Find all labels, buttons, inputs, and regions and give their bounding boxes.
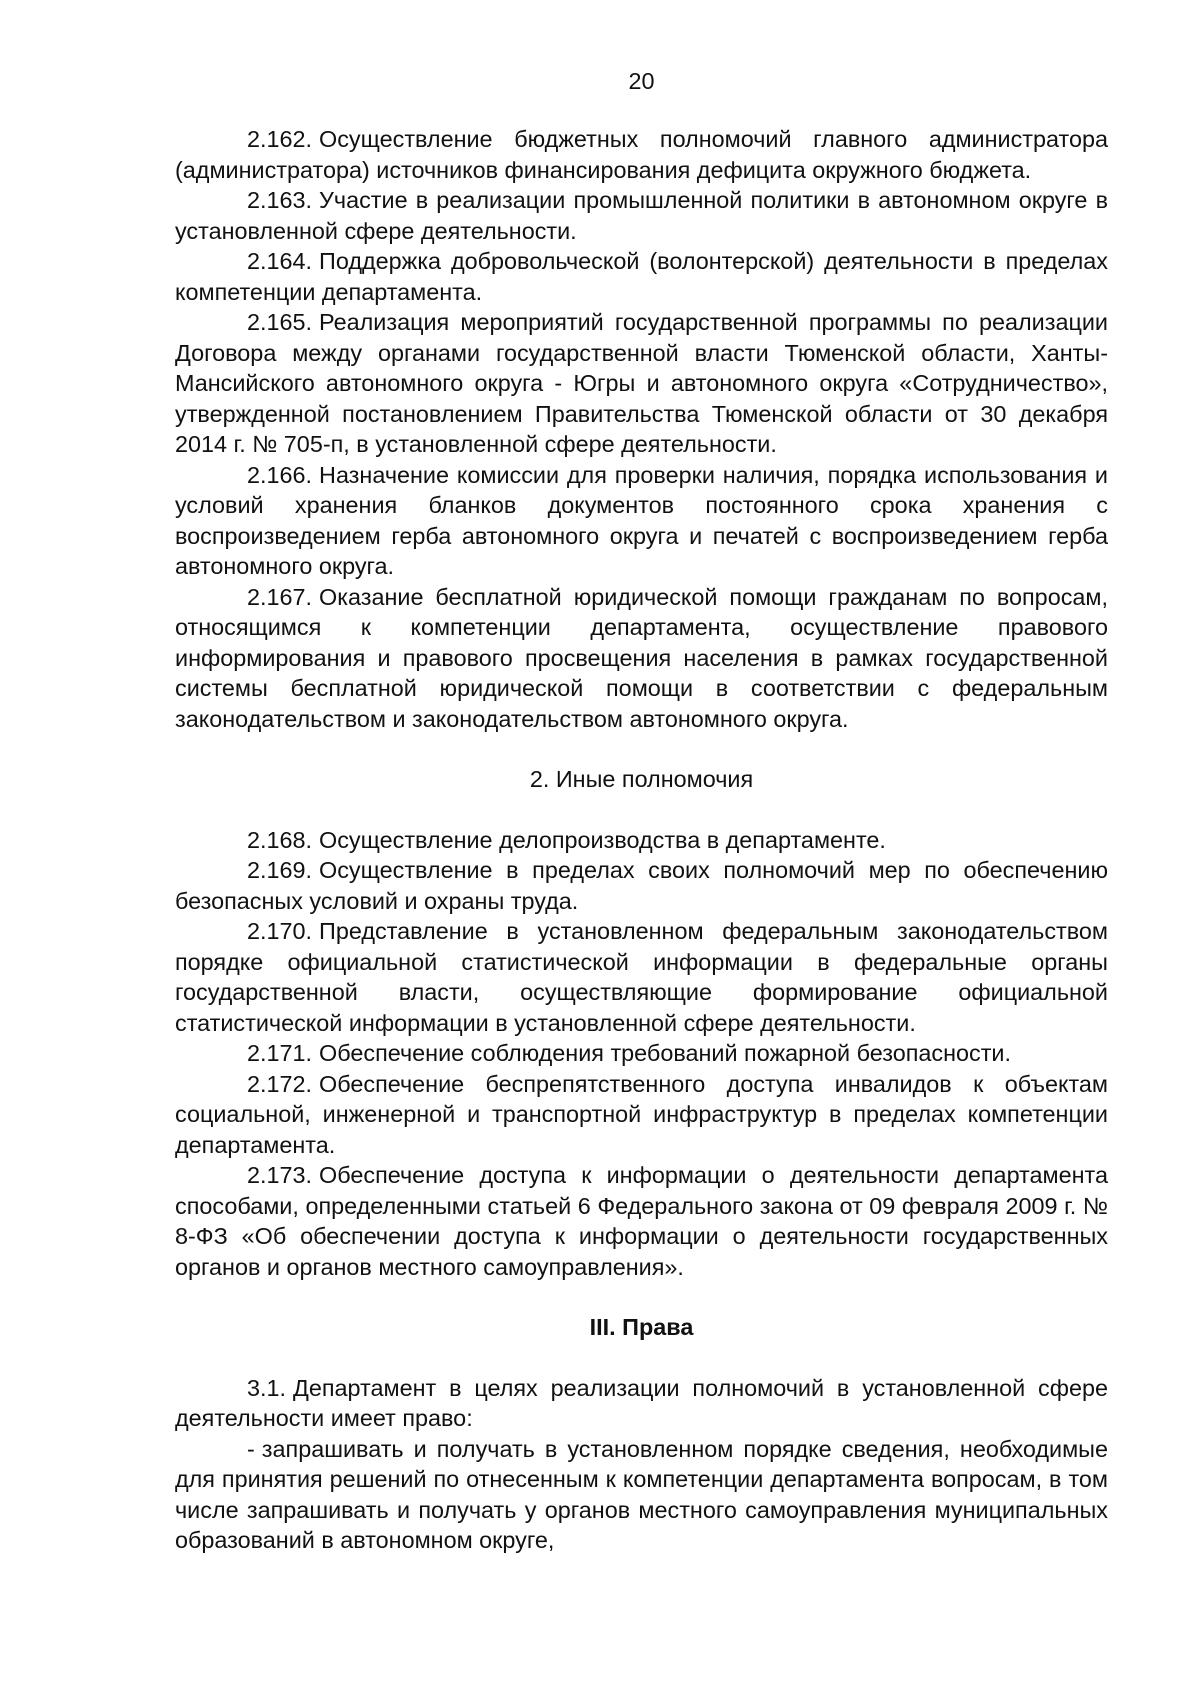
clause-text: Поддержка добровольческой (волонтерской) деятельности в пределах компетенции департамента. <box>175 248 1108 305</box>
clause-paragraph <box>175 916 1108 1038</box>
list-item <box>175 1434 1108 1556</box>
clause-text: Обеспечение беспрепятственного доступа инвалидов к объектам социальной, инженерной и транспортной инфраструктур в пределах компетенции департамента. <box>175 1070 1108 1158</box>
clause-paragraph <box>175 1038 1108 1069</box>
clause-number: 2.169. <box>247 857 313 883</box>
clause-number: 2.162. <box>247 126 313 152</box>
clause-text: Участие в реализации промышленной политики в автономном округе в установленной сфере деятельности. <box>175 187 1108 244</box>
section-other-powers <box>175 825 1108 1283</box>
clause-text: Реализация мероприятий государственной программы по реализации Договора между органами государственной власти Тюменской области, Ханты-Мансийского автономного округа - Югры и автономного округа «Сотрудничество», утвержденной постановлением Правительства Тюменской области от 30 декабря 2014 г. № 705-п, в установленной сфере деятельности. <box>175 309 1108 457</box>
section-rights <box>175 1373 1108 1556</box>
clause-paragraph <box>175 582 1108 735</box>
clause-paragraph <box>175 460 1108 582</box>
clause-paragraph <box>175 1160 1108 1282</box>
section-powers-continued <box>175 124 1108 734</box>
clause-number: 2.173. <box>247 1162 313 1188</box>
clause-text: Осуществление в пределах своих полномочий мер по обеспечению безопасных условий и охраны труда. <box>175 857 1108 914</box>
clause-number: 3.1. <box>247 1374 287 1401</box>
clause-number: 2.163. <box>247 187 313 213</box>
clause-number: 2.168. <box>247 826 313 853</box>
clause-paragraph <box>175 185 1108 246</box>
clause-number: 2.165. <box>247 309 313 335</box>
clause-text: Представление в установленном федеральным законодательством порядке официальной статистической информации в федеральные органы государственной власти, осуществляющие формирование официальной статистической информации в установленной сфере деятельности. <box>175 918 1108 1036</box>
clause-paragraph <box>175 1069 1108 1161</box>
clause-paragraph <box>175 246 1108 307</box>
section-heading-other-powers: 2. Иные полномочия <box>529 766 754 792</box>
clause-text: Оказание бесплатной юридической помощи гражданам по вопросам, относящимся к компетенции департамента, осуществление правового информирования и правового просвещения населения в рамках государственной системы бесплатной юридической помощи в соответствии с федеральным законодательством и законодательством автономного округа. <box>175 583 1108 732</box>
clause-text: Обеспечение доступа к информации о деятельности департамента способами, определенными статьей 6 Федерального закона от 09 февраля 2009 г. № 8-ФЗ «Об обеспечении доступа к информации о деятельности государственных органов и органов местного самоуправления». <box>175 1162 1108 1280</box>
clause-text: Департамент в целях реализации полномочий в установленной сфере деятельности имеет право: <box>175 1374 1108 1431</box>
clause-number: 2.164. <box>247 248 313 274</box>
page-number: 20 <box>628 68 655 94</box>
clause-number: 2.172. <box>247 1070 313 1097</box>
clause-text: Осуществление бюджетных полномочий главного администратора (администратора) источников финансирования дефицита окружного бюджета. <box>175 126 1108 183</box>
clause-paragraph <box>175 855 1108 916</box>
clause-paragraph <box>175 825 1108 856</box>
list-dash: - <box>247 1435 255 1462</box>
clause-paragraph <box>175 1373 1108 1434</box>
clause-paragraph <box>175 307 1108 460</box>
clause-text: Назначение комиссии для проверки наличия, порядка использования и условий хранения бланков документов постоянного срока хранения с воспроизведением герба автономного округа и печатей с воспроизведением герба автономного округа. <box>175 461 1108 579</box>
clause-text: Осуществление делопроизводства в департаменте. <box>319 826 886 853</box>
clause-paragraph <box>175 124 1108 185</box>
clause-number: 2.167. <box>247 583 313 610</box>
list-item-text: запрашивать и получать в установленном порядке сведения, необходимые для принятия решений по отнесенным к компетенции департамента вопросам, в том числе запрашивать и получать у органов местного самоуправления муниципальных образований в автономном округе, <box>175 1435 1108 1553</box>
clause-text: Обеспечение соблюдения требований пожарной безопасности. <box>319 1040 1011 1066</box>
clause-number: 2.166. <box>247 461 313 488</box>
section-heading-rights: III. Права <box>589 1314 694 1340</box>
clause-number: 2.171. <box>247 1040 313 1066</box>
clause-number: 2.170. <box>247 918 313 944</box>
